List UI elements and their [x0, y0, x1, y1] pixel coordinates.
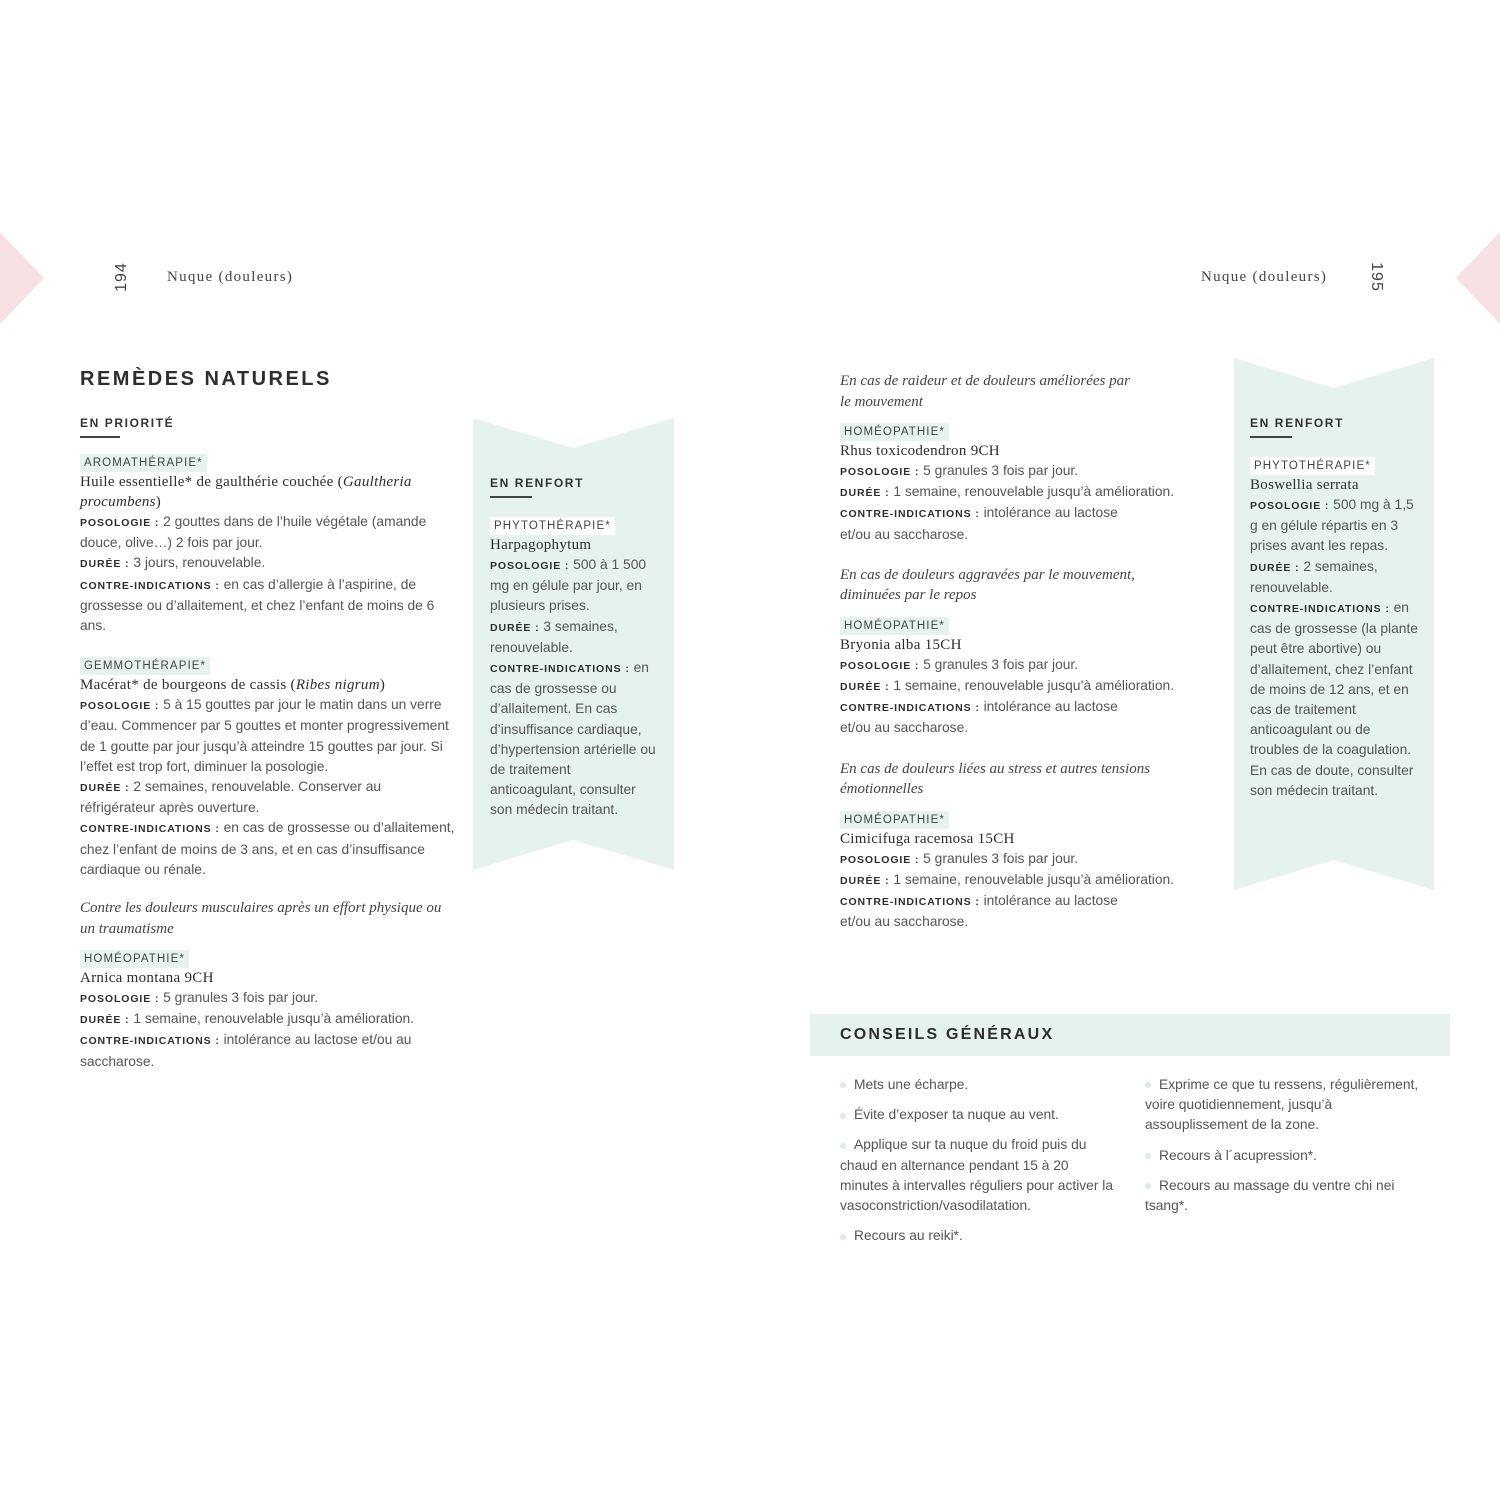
duree-text: 1 semaine, renouvelable jusqu’à amélioration.: [893, 871, 1175, 887]
ci-text: intolérance au lactose et/ou au saccharose.: [840, 505, 1118, 542]
posologie-label: POSOLOGIE :: [1250, 500, 1330, 512]
ci-label: CONTRE-INDICATIONS :: [80, 579, 220, 592]
ci-label: CONTRE-INDICATIONS :: [80, 1035, 220, 1048]
renfort-title: EN RENFORT: [1250, 416, 1344, 430]
posologie-label: POSOLOGIE :: [80, 517, 160, 529]
tip-text: Évite d’exposer ta nuque au vent.: [854, 1107, 1059, 1123]
duree-text: 2 semaines, renouvelable.: [1250, 558, 1378, 595]
left-page-number: 194: [113, 262, 130, 292]
posologie-line: [80, 695, 455, 777]
posologie-label: POSOLOGIE :: [840, 659, 920, 672]
duree-line: [840, 482, 1195, 503]
tip-text: Recours à l´acupression*.: [1159, 1147, 1317, 1163]
ci-line: [80, 575, 455, 637]
ci-line: [840, 503, 1140, 544]
ci-label: CONTRE-INDICATIONS :: [840, 702, 980, 715]
category-tag: HOMÉOPATHIE*: [80, 950, 189, 968]
remedy-name: Arnica montana 9CH: [80, 970, 214, 987]
tip-item: [840, 1226, 1120, 1246]
posologie-label: POSOLOGIE :: [490, 560, 570, 572]
ci-text: en cas d’allergie à l’aspirine, de grossesse ou d’allaitement, et chez l’enfant de moins de 6 ans.: [80, 576, 435, 634]
tip-item: [840, 1105, 1120, 1125]
posologie-text: 5 granules 3 fois par jour.: [923, 463, 1079, 478]
renfort-title: EN RENFORT: [490, 476, 584, 490]
duree-line: [80, 777, 455, 818]
right-edge-triangle: [1454, 232, 1500, 324]
posologie-line: [80, 512, 455, 553]
posologie-line: [840, 461, 1195, 482]
tip-text: Recours au massage du ventre chi nei tsang*.: [1145, 1177, 1395, 1214]
posologie-text: 5 granules 3 fois par jour.: [163, 990, 319, 1006]
ci-text: intolérance au lactose et/ou au saccharose.: [840, 893, 1118, 930]
left-edge-triangle: [0, 232, 46, 324]
remedy-name: Bryonia alba 15CH: [840, 636, 962, 653]
ci-label: CONTRE-INDICATIONS :: [840, 896, 980, 909]
tip-text: Recours au reiki*.: [854, 1228, 963, 1244]
duree-text: 2 semaines, renouvelable. Conserver au réfrigérateur après ouverture.: [80, 779, 382, 816]
remedy-latin-name: Ribes nigrum: [295, 677, 380, 694]
bullet-icon: [840, 1113, 846, 1119]
ci-text: en cas de grossesse ou d’allaitement, chez l’enfant de moins de 3 ans, et en cas d’insuffisance cardiaque ou rénale.: [80, 820, 455, 877]
priority-rule: [80, 436, 120, 438]
duree-label: DURÉE :: [80, 558, 130, 571]
duree-label: DURÉE :: [1250, 561, 1300, 574]
duree-label: DURÉE :: [80, 782, 130, 795]
posologie-line: [840, 849, 1195, 870]
category-tag: HOMÉOPATHIE*: [840, 423, 949, 441]
category-tag: GEMMOTHÉRAPIE*: [80, 657, 210, 675]
right-page-number: 195: [1368, 262, 1385, 292]
ci-text: en cas de grossesse (la plante peut être abortive) ou d’allaitement, chez l’enfant de moins de 12 ans, et en cas de traitement anticoagulant ou de troubles de la coagulation. En cas de doute, consulter son médecin traitant.: [1250, 600, 1418, 798]
bullet-icon: [1145, 1153, 1151, 1159]
left-running-title: Nuque (douleurs): [167, 269, 294, 285]
posologie-label: POSOLOGIE :: [80, 993, 160, 1006]
remedy-intro: Contre les douleurs musculaires après un effort physique ou un traumatisme: [80, 900, 442, 937]
duree-label: DURÉE :: [840, 874, 890, 887]
ci-label: CONTRE-INDICATIONS :: [1250, 603, 1390, 616]
ci-line: [840, 697, 1140, 738]
ci-label: CONTRE-INDICATIONS :: [840, 508, 980, 521]
remedy-rhus: [840, 371, 1195, 545]
duree-label: DURÉE :: [490, 621, 540, 634]
duree-label: DURÉE :: [80, 1014, 130, 1027]
ci-label: CONTRE-INDICATIONS :: [490, 663, 630, 676]
remedy-cimicifuga: [840, 759, 1195, 933]
remedy-name-text: Huile essentielle* de gaulthérie couchée (: [80, 474, 343, 490]
tip-text: Applique sur ta nuque du froid puis du chaud en alternance pendant 15 à 20 minutes à intervalles réguliers pour activer la vasoconstriction/vasodilatation.: [840, 1137, 1113, 1214]
tip-item: [1145, 1146, 1420, 1166]
ci-line: [1250, 598, 1422, 801]
right-running-title: Nuque (douleurs): [1201, 269, 1328, 285]
remedy-intro: En cas de douleurs liées au stress et autres tensions émotionnelles: [840, 760, 1151, 798]
posologie-line: [840, 655, 1195, 676]
duree-line: [490, 617, 660, 658]
bullet-icon: [1145, 1183, 1151, 1189]
tip-item: [840, 1135, 1120, 1216]
remedy-name: Rhus toxicodendron 9CH: [840, 443, 1000, 459]
bullet-icon: [840, 1234, 846, 1240]
left-renfort-box: [490, 476, 660, 821]
remedy-aromatherapie: [80, 453, 455, 636]
posologie-line: [490, 555, 660, 617]
category-tag: HOMÉOPATHIE*: [840, 617, 949, 635]
remedy-name-end: ): [155, 494, 162, 510]
posologie-text: 5 granules 3 fois par jour.: [923, 850, 1079, 866]
duree-line: [1250, 557, 1422, 598]
remedy-name: [80, 472, 455, 512]
duree-text: 3 jours, renouvelable.: [133, 555, 266, 571]
left-main-column: [80, 453, 455, 1072]
duree-line: [840, 676, 1195, 697]
duree-label: DURÉE :: [840, 487, 890, 500]
duree-line: [840, 870, 1195, 891]
duree-text: 1 semaine, renouvelable jusqu’à amélioration.: [133, 1011, 415, 1027]
tip-text: Exprime ce que tu ressens, régulièrement, voire quotidiennement, jusqu’à assouplissement de la zone.: [1145, 1077, 1419, 1133]
section-title: REMÈDES NATURELS: [80, 368, 332, 390]
bullet-icon: [840, 1143, 846, 1149]
ci-line: [840, 891, 1140, 932]
posologie-line: [80, 988, 455, 1009]
priority-label: EN PRIORITÉ: [80, 416, 175, 430]
ci-text: intolérance au lactose et/ou au saccharose.: [840, 699, 1118, 736]
conseils-col-1: [840, 1075, 1120, 1256]
remedy-name: Harpagophytum: [490, 537, 592, 553]
tip-item: [840, 1075, 1120, 1095]
duree-line: [80, 1009, 455, 1030]
remedy-intro: En cas de douleurs aggravées par le mouvement, diminuées par le repos: [840, 566, 1135, 604]
duree-text: 1 semaine, renouvelable jusqu’à amélioration.: [893, 678, 1175, 694]
category-tag: PHYTOTHÉRAPIE*: [490, 517, 615, 535]
posologie-text: 2 gouttes dans de l’huile végétale (amande douce, olive…) 2 fois par jour.: [80, 514, 427, 551]
ci-line: [490, 658, 660, 821]
remedy-gemmotherapie: [80, 656, 455, 880]
conseils-title: CONSEILS GÉNÉRAUX: [840, 1026, 1055, 1043]
right-main-column: [840, 371, 1195, 932]
remedy-name-end: ): [379, 677, 386, 694]
duree-text: 3 semaines, renouvelable.: [490, 618, 618, 655]
remedy-name: Cimicifuga racemosa 15CH: [840, 830, 1015, 847]
remedy-name-text: Macérat* de bourgeons de cassis (: [80, 677, 296, 694]
right-renfort-box: [1250, 416, 1422, 801]
duree-label: DURÉE :: [840, 681, 890, 694]
tip-text: Mets une écharpe.: [854, 1077, 969, 1092]
category-tag: AROMATHÉRAPIE*: [80, 454, 207, 472]
bullet-icon: [840, 1082, 846, 1088]
category-tag: HOMÉOPATHIE*: [840, 811, 949, 829]
ci-text: intolérance au lactose et/ou au saccharose.: [80, 1032, 412, 1069]
remedy-arnica: [80, 898, 455, 1072]
remedy-name: [80, 675, 455, 695]
conseils-col-2: [1145, 1075, 1420, 1226]
posologie-label: POSOLOGIE :: [840, 466, 920, 478]
ci-line: [80, 818, 455, 880]
posologie-text: 5 à 15 gouttes par jour le matin dans un verre d’eau. Commencer par 5 gouttes et monter progressivement de 1 goutte par jour jusqu’à atteindre 15 gouttes par jour. Si l’effet est trop fort, diminuer la posologie.: [80, 697, 449, 774]
tip-item: [1145, 1075, 1420, 1136]
remedy-intro: En cas de raideur et de douleurs améliorées par le mouvement: [840, 373, 1130, 410]
posologie-label: POSOLOGIE :: [80, 700, 160, 713]
tip-item: [1145, 1176, 1420, 1216]
posologie-text: 500 mg à 1,5 g en gélule répartis en 3 prises avant les repas.: [1250, 497, 1414, 554]
ci-line: [80, 1030, 455, 1071]
duree-text: 1 semaine, renouvelable jusqu’à amélioration.: [893, 484, 1175, 500]
posologie-text: 500 à 1 500 mg en gélule par jour, en plusieurs prises.: [490, 557, 647, 614]
remedy-latin-name: Gaultheria procumbens: [80, 474, 412, 510]
posologie-text: 5 granules 3 fois par jour.: [923, 656, 1079, 672]
remedy-bryonia: [840, 565, 1195, 739]
ci-text: en cas de grossesse ou d’allaitement. En cas d’insuffisance cardiaque, d’hypertension artérielle ou de traitement anticoagulant, consulter son médecin traitant.: [490, 660, 656, 818]
ci-label: CONTRE-INDICATIONS :: [80, 823, 220, 836]
duree-line: [80, 553, 455, 574]
category-tag: PHYTOTHÉRAPIE*: [1250, 457, 1375, 475]
priority-heading: [80, 416, 174, 438]
bullet-icon: [1145, 1082, 1151, 1088]
posologie-label: POSOLOGIE :: [840, 853, 920, 866]
posologie-line: [1250, 495, 1422, 557]
remedy-name: Boswellia serrata: [1250, 477, 1359, 493]
